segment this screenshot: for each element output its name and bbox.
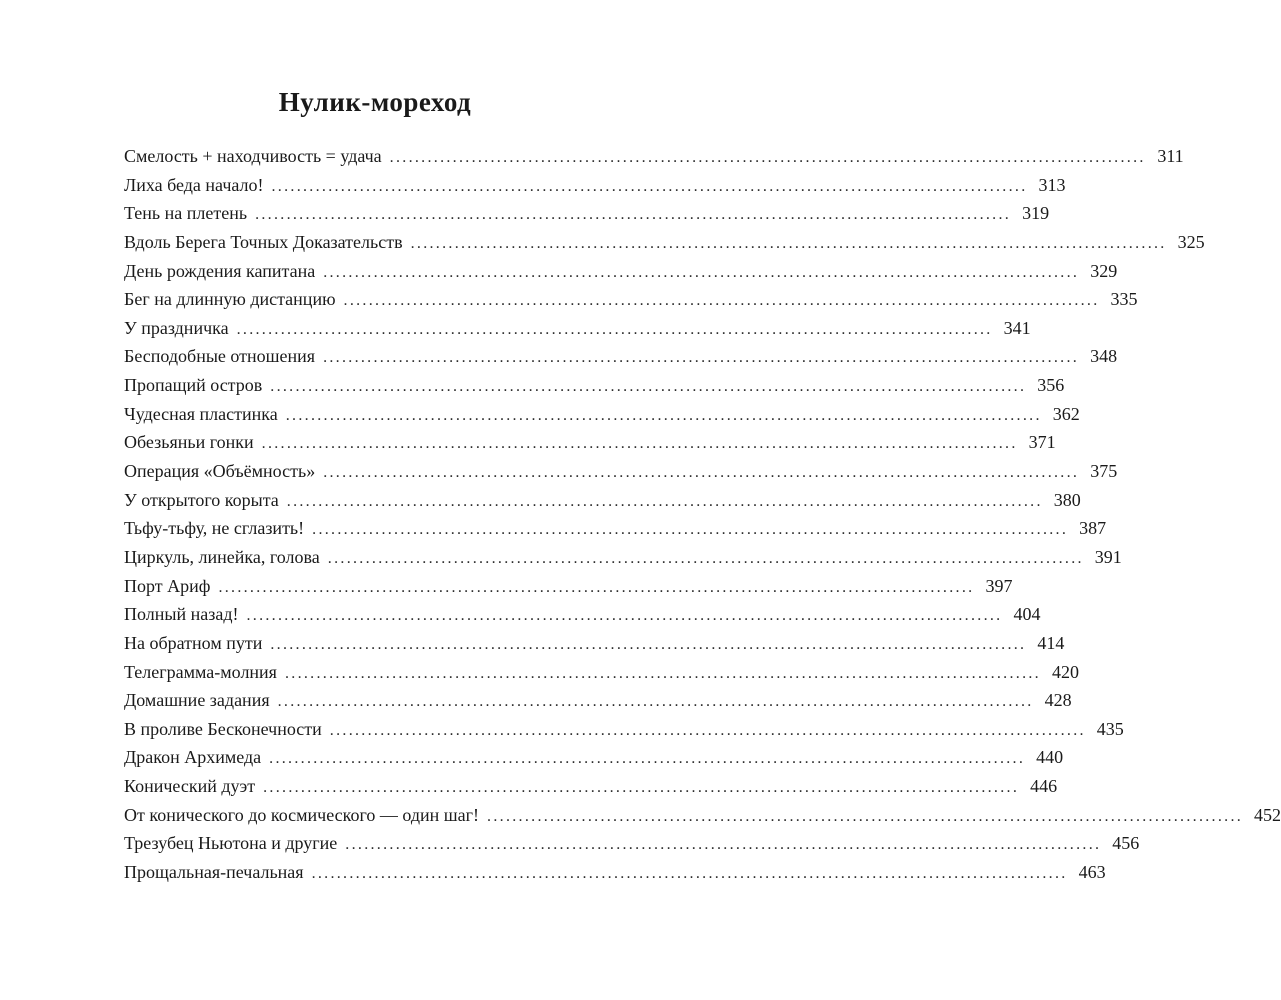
- toc-entry[interactable]: [124, 743, 1064, 772]
- toc-entry[interactable]: [124, 486, 1081, 515]
- toc-entry[interactable]: [124, 629, 1065, 658]
- toc-entry-title: От конического до космического — один шаг!: [124, 804, 480, 825]
- toc-entry[interactable]: [124, 858, 1106, 887]
- toc-entry-page: 335: [1110, 289, 1138, 310]
- toc-leader-dots: ........................................................................................................................: [261, 435, 1018, 453]
- toc-leader-dots: ........................................................................................................................: [246, 607, 1003, 625]
- toc-entry[interactable]: [124, 686, 1072, 715]
- toc-leader-dots: ........................................................................................................................: [487, 807, 1244, 825]
- toc-entry[interactable]: [124, 171, 1066, 200]
- toc-entry[interactable]: [124, 257, 1118, 286]
- toc-entry[interactable]: [124, 715, 1124, 744]
- toc-entry-page: 319: [1022, 203, 1050, 224]
- toc-entry-page: 371: [1028, 432, 1056, 453]
- toc-entry-page: 341: [1003, 317, 1031, 338]
- toc-entry[interactable]: [124, 772, 1058, 801]
- toc-entry[interactable]: [124, 514, 1107, 543]
- toc-leader-dots: ........................................................................................................................: [329, 721, 1086, 739]
- toc-leader-dots: ........................................................................................................................: [285, 406, 1042, 424]
- toc-entry-title: Телеграмма-молния: [124, 661, 277, 682]
- toc-entry-page: 404: [1013, 604, 1041, 625]
- toc-leader-dots: ........................................................................................................................: [270, 378, 1027, 396]
- toc-leader-dots: ........................................................................................................................: [345, 836, 1102, 854]
- toc-entry-page: 387: [1079, 518, 1107, 539]
- toc-entry[interactable]: [124, 801, 1281, 830]
- toc-entry-title: Трезубец Ньютона и другие: [124, 833, 338, 854]
- toc-entry-title: У открытого корыта: [124, 489, 279, 510]
- toc-leader-dots: ........................................................................................................................: [311, 865, 1068, 883]
- toc-entry[interactable]: [124, 543, 1122, 572]
- toc-entry-title: На обратном пути: [124, 632, 263, 653]
- toc-entry-page: 362: [1052, 403, 1080, 424]
- toc-entry-title: Дракон Архимеда: [124, 747, 262, 768]
- toc-entry-title: Обезьяньи гонки: [124, 432, 254, 453]
- toc-entry-page: 391: [1094, 546, 1122, 567]
- toc-entry-title: Пропащий остров: [124, 375, 263, 396]
- toc-entry-page: 440: [1036, 747, 1064, 768]
- toc-entry-title: Операция «Объёмность»: [124, 461, 316, 482]
- toc-entry-page: 375: [1090, 461, 1118, 482]
- toc-entry[interactable]: [124, 371, 1065, 400]
- toc-entry[interactable]: [124, 572, 1013, 601]
- toc-entry[interactable]: [124, 342, 1118, 371]
- toc-entry-title: Прощальная-печальная: [124, 862, 304, 883]
- toc-entry[interactable]: [124, 314, 1031, 343]
- toc-entry-page: 446: [1030, 776, 1058, 797]
- toc-entry[interactable]: [124, 285, 1138, 314]
- toc-entry-title: Смелость + находчивость = удача: [124, 146, 382, 166]
- toc-entry-page: 397: [985, 575, 1013, 596]
- toc-entry-title: Тень на плетень: [124, 203, 248, 224]
- table-of-contents: [124, 142, 1281, 887]
- toc-leader-dots: ........................................................................................................................: [269, 750, 1026, 768]
- toc-leader-dots: ........................................................................................................................: [410, 234, 1167, 252]
- toc-entry-title: Чудесная пластинка: [124, 403, 278, 424]
- toc-leader-dots: ........................................................................................................................: [263, 779, 1020, 797]
- toc-entry[interactable]: [124, 428, 1056, 457]
- toc-entry[interactable]: [124, 457, 1118, 486]
- toc-entry-page: 313: [1038, 174, 1066, 195]
- toc-entry[interactable]: [124, 142, 1184, 171]
- toc-entry[interactable]: [124, 400, 1080, 429]
- toc-leader-dots: ........................................................................................................................: [236, 320, 993, 338]
- toc-entry[interactable]: [124, 829, 1140, 858]
- toc-leader-dots: ........................................................................................................................: [323, 464, 1080, 482]
- toc-entry[interactable]: [124, 658, 1079, 687]
- toc-entry[interactable]: [124, 600, 1041, 629]
- toc-entry-title: Лиха беда начало!: [124, 174, 264, 195]
- toc-entry-title: Домашние задания: [124, 690, 270, 711]
- toc-entry-page: 348: [1090, 346, 1118, 367]
- toc-entry-title: У праздничка: [124, 317, 229, 338]
- toc-leader-dots: ........................................................................................................................: [271, 177, 1028, 195]
- toc-entry[interactable]: [124, 199, 1050, 228]
- toc-entry-page: 435: [1096, 718, 1124, 739]
- toc-entry-page: 463: [1078, 862, 1106, 883]
- toc-leader-dots: ........................................................................................................................: [270, 635, 1027, 653]
- toc-entry-page: 356: [1037, 375, 1065, 396]
- toc-leader-dots: ........................................................................................................................: [323, 263, 1080, 281]
- section-title: Нулик-мореход: [278, 87, 472, 117]
- toc-entry-title: Бег на длинную дистанцию: [124, 289, 336, 310]
- toc-leader-dots: ........................................................................................................................: [255, 206, 1012, 224]
- toc-leader-dots: ........................................................................................................................: [218, 578, 975, 596]
- toc-entry-page: 456: [1112, 833, 1140, 854]
- toc-entry-title: Конический дуэт: [124, 776, 256, 797]
- toc-entry-page: 380: [1053, 489, 1081, 510]
- toc-entry-page: 420: [1051, 661, 1079, 682]
- toc-entry-page: 452: [1254, 804, 1281, 825]
- toc-leader-dots: ........................................................................................................................: [277, 693, 1034, 711]
- toc-entry-page: 311: [1157, 146, 1184, 166]
- toc-leader-dots: ........................................................................................................................: [323, 349, 1080, 367]
- toc-entry-page: 414: [1037, 632, 1065, 653]
- toc-entry-title: Циркуль, линейка, голова: [124, 546, 320, 567]
- toc-leader-dots: ........................................................................................................................: [389, 149, 1146, 166]
- toc-entry-title: Порт Ариф: [124, 575, 211, 596]
- toc-leader-dots: ........................................................................................................................: [284, 664, 1041, 682]
- toc-entry-title: День рождения капитана: [124, 260, 316, 281]
- toc-entry-title: В проливе Бесконечности: [124, 718, 322, 739]
- toc-entry-page: 329: [1090, 260, 1118, 281]
- toc-leader-dots: ........................................................................................................................: [312, 521, 1069, 539]
- toc-entry-title: Вдоль Берега Точных Доказательств: [124, 231, 403, 252]
- toc-leader-dots: ........................................................................................................................: [286, 492, 1043, 510]
- toc-entry-page: 325: [1177, 231, 1205, 252]
- toc-entry-title: Бесподобные отношения: [124, 346, 316, 367]
- toc-entry-page: 428: [1044, 690, 1072, 711]
- toc-entry-title: Полный назад!: [124, 604, 239, 625]
- toc-entry-title: Тьфу-тьфу, не сглазить!: [124, 518, 305, 539]
- toc-leader-dots: ........................................................................................................................: [343, 292, 1100, 310]
- toc-entry[interactable]: [124, 228, 1205, 257]
- toc-leader-dots: ........................................................................................................................: [327, 549, 1084, 567]
